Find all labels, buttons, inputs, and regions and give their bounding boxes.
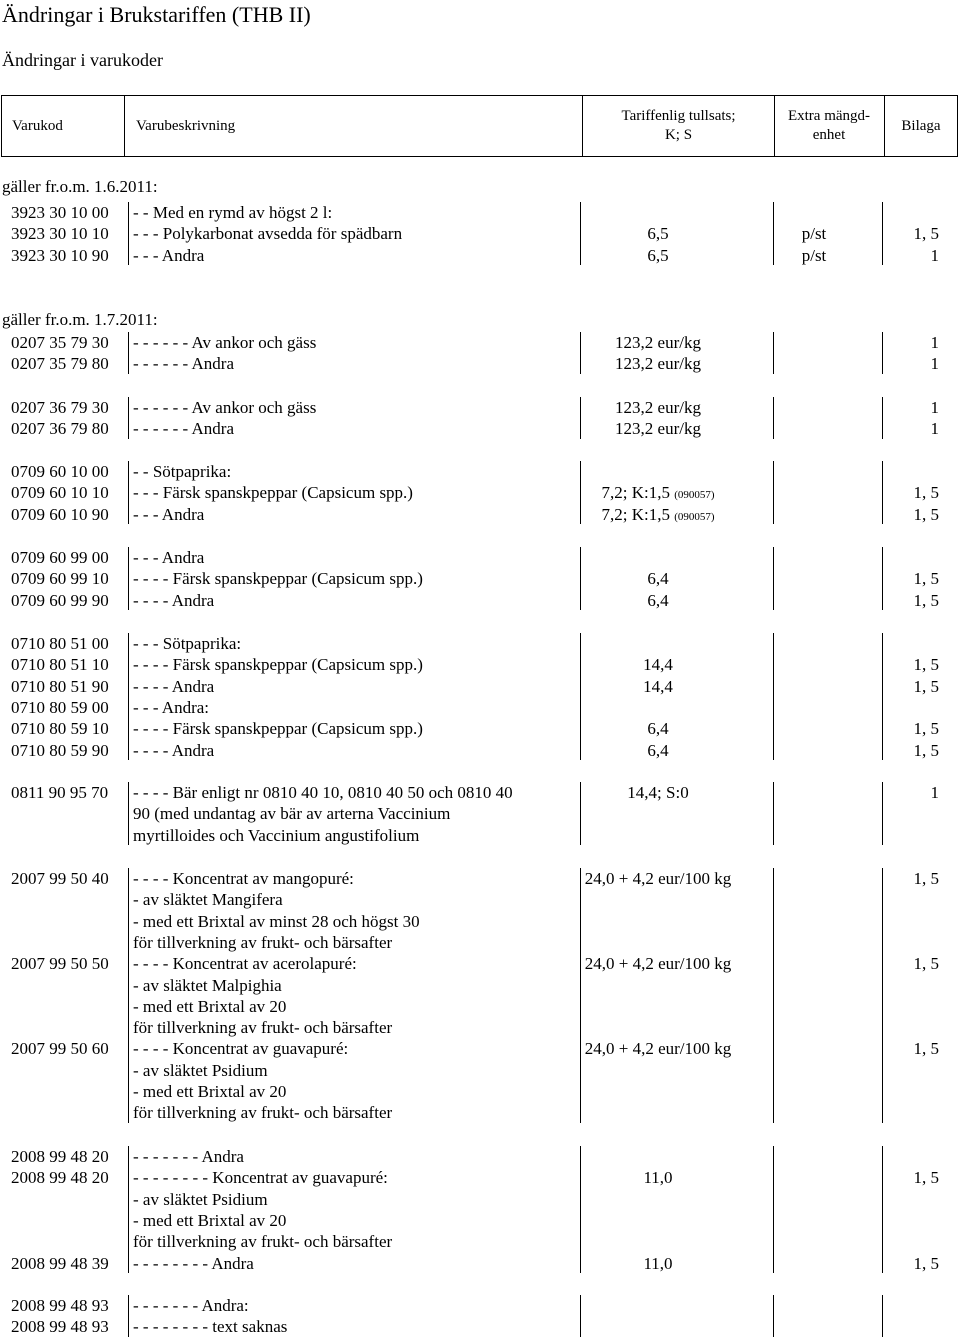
varukod-cell: 0709 60 99 90 — [11, 590, 109, 610]
table-row — [0, 245, 960, 266]
tullsats-note: (090057) — [674, 489, 715, 502]
table-row — [0, 461, 960, 482]
table-row — [0, 782, 960, 803]
tullsats-cell — [568, 676, 748, 697]
row-group — [0, 202, 960, 266]
description-cell: 90 (med undantag av bär av arterna Vaccinium — [133, 804, 451, 824]
description-cell: - - - Färsk spanskpeppar (Capsicum spp.) — [133, 483, 413, 503]
mangdenhet-cell: p/st — [801, 224, 827, 244]
header-mangdenhet-line1: Extra mängd- — [787, 108, 871, 124]
header-mangdenhet-line2: enhet — [812, 127, 846, 143]
description-cell: - - - - Bär enligt nr 0810 40 10, 0810 40 50 och 0810 40 — [133, 783, 513, 802]
description-cell: för tillverkning av frukt- och bärsafter — [133, 932, 393, 952]
varukod-cell: 2008 99 48 39 — [11, 1253, 109, 1273]
table-row — [0, 353, 960, 374]
table-row — [0, 1316, 960, 1337]
table-header — [1, 95, 958, 157]
description-cell: - - - - Andra — [133, 740, 215, 760]
table-row — [0, 1210, 960, 1231]
description-cell: - - - - Färsk spanskpeppar (Capsicum spp.) — [133, 719, 423, 739]
description-cell: - - - - - - Andra — [133, 419, 235, 439]
tullsats-cell — [568, 504, 748, 528]
header-tullsats-line1: Tariffenlig tullsats; — [621, 108, 736, 124]
bilaga-cell: 1, 5 — [913, 719, 939, 739]
description-cell: - - - - Koncentrat av mangopuré: — [133, 869, 354, 888]
description-cell: - - - - Andra — [133, 590, 215, 610]
varukod-cell: 0709 60 99 10 — [11, 569, 109, 589]
description-cell: myrtilloides och Vaccinium angustifolium — [133, 825, 420, 845]
table-row — [0, 504, 960, 525]
varukod-cell: 2007 99 50 60 — [11, 1039, 109, 1059]
bilaga-cell: 1, 5 — [913, 869, 939, 888]
description-cell: för tillverkning av frukt- och bärsafter — [133, 1232, 393, 1252]
tullsats-value: 14,4; S:0 — [627, 783, 689, 802]
bilaga-cell: 1, 5 — [913, 483, 939, 503]
tullsats-cell — [568, 654, 748, 675]
varukod-cell: 2008 99 48 93 — [11, 1296, 109, 1315]
tullsats-cell — [568, 953, 748, 974]
table-row — [0, 482, 960, 503]
tullsats-value: 6,4 — [647, 590, 669, 610]
tullsats-value: 123,2 eur/kg — [615, 419, 701, 439]
description-cell: - - - - - - Av ankor och gäss — [133, 398, 317, 417]
table-row — [0, 397, 960, 418]
varukod-cell: 2007 99 50 50 — [11, 954, 109, 974]
mangdenhet-cell: p/st — [801, 245, 827, 265]
description-cell: - - - - - - - - text saknas — [133, 1317, 288, 1337]
varukod-cell: 0710 80 59 90 — [11, 740, 109, 760]
varukod-cell: 3923 30 10 00 — [11, 203, 109, 222]
tullsats-value: 7,2; K:1,5 — [601, 504, 670, 524]
table-row — [0, 202, 960, 223]
description-cell: - - - - Koncentrat av acerolapuré: — [133, 954, 357, 974]
varukod-cell: 0710 80 51 90 — [11, 676, 109, 696]
table-row — [0, 633, 960, 654]
description-cell: för tillverkning av frukt- och bärsafter — [133, 1103, 393, 1123]
description-cell: - - - - - - - Andra — [133, 1147, 244, 1166]
tullsats-value: 123,2 eur/kg — [615, 398, 701, 417]
description-cell: - - - - - - Av ankor och gäss — [133, 333, 317, 352]
table-row — [0, 740, 960, 761]
varukod-cell: 2008 99 48 20 — [11, 1147, 109, 1166]
table-row — [0, 975, 960, 996]
varukod-cell: 0709 60 10 00 — [11, 462, 109, 481]
description-cell: - - - - - - Andra — [133, 354, 235, 374]
table-row — [0, 803, 960, 824]
table-row — [0, 418, 960, 439]
tullsats-cell — [568, 332, 748, 353]
row-group — [0, 461, 960, 525]
varukod-cell: 0709 60 99 00 — [11, 548, 109, 567]
tullsats-cell — [568, 568, 748, 589]
table-row — [0, 568, 960, 589]
row-group — [0, 1295, 960, 1338]
table-row — [0, 825, 960, 846]
tullsats-cell — [568, 245, 748, 266]
varukod-cell: 0207 35 79 30 — [11, 333, 109, 352]
table-row — [0, 1189, 960, 1210]
table-row — [0, 1295, 960, 1316]
header-divider — [124, 96, 125, 156]
bilaga-cell: 1, 5 — [913, 1168, 939, 1188]
row-group — [0, 1146, 960, 1274]
tullsats-cell — [568, 1038, 748, 1059]
description-cell: - av släktet Psidium — [133, 1060, 268, 1080]
varukod-cell: 2008 99 48 20 — [11, 1168, 109, 1188]
tullsats-cell — [568, 418, 748, 439]
description-cell: för tillverkning av frukt- och bärsafter — [133, 1018, 393, 1038]
row-group — [0, 868, 960, 1124]
varukod-cell: 3923 30 10 90 — [11, 245, 109, 265]
header-varukod: Varukod — [12, 117, 63, 134]
bilaga-cell: 1, 5 — [913, 224, 939, 244]
table-row — [0, 911, 960, 932]
row-group — [0, 547, 960, 611]
description-cell: - - - - - - - - Andra — [133, 1253, 254, 1273]
varukod-cell: 0207 35 79 80 — [11, 354, 109, 374]
table-row — [0, 932, 960, 953]
varukod-cell: 0709 60 10 10 — [11, 483, 109, 503]
bilaga-cell: 1, 5 — [913, 954, 939, 974]
section-label: gäller fr.o.m. 1.7.2011: — [2, 310, 158, 329]
description-cell: - - Med en rymd av högst 2 l: — [133, 203, 333, 222]
table-row — [0, 1060, 960, 1081]
table-row — [0, 332, 960, 353]
bilaga-cell: 1 — [930, 398, 939, 417]
tullsats-cell — [568, 718, 748, 739]
row-group — [0, 633, 960, 761]
description-cell: - med ett Brixtal av minst 28 och högst 30 — [133, 911, 420, 931]
table-row — [0, 547, 960, 568]
tullsats-cell — [568, 353, 748, 374]
table-row — [0, 676, 960, 697]
description-cell: - - - - Färsk spanskpeppar (Capsicum spp.) — [133, 569, 423, 589]
description-cell: - - - - - - - - Koncentrat av guavapuré: — [133, 1168, 388, 1188]
bilaga-cell: 1 — [930, 333, 939, 352]
tullsats-cell — [568, 1167, 748, 1188]
table-row — [0, 868, 960, 889]
section-label: gäller fr.o.m. 1.6.2011: — [2, 177, 158, 196]
header-varubeskrivning: Varubeskrivning — [136, 117, 236, 134]
varukod-cell: 0710 80 59 00 — [11, 697, 109, 717]
table-row — [0, 996, 960, 1017]
bilaga-cell: 1 — [930, 245, 939, 265]
table-row — [0, 1253, 960, 1274]
tullsats-cell — [568, 397, 748, 418]
description-cell: - - - - Koncentrat av guavapuré: — [133, 1039, 349, 1059]
description-cell: - - Sötpaprika: — [133, 462, 232, 481]
varukod-cell: 2008 99 48 93 — [11, 1317, 109, 1337]
varukod-cell: 0710 80 51 00 — [11, 634, 109, 653]
description-cell: - - - Andra — [133, 245, 205, 265]
tullsats-value: 11,0 — [643, 1168, 673, 1188]
row-group — [0, 782, 960, 846]
tullsats-value: 123,2 eur/kg — [615, 333, 701, 352]
bilaga-cell: 1, 5 — [913, 504, 939, 524]
bilaga-cell: 1, 5 — [913, 1039, 939, 1059]
table-row — [0, 223, 960, 244]
tullsats-value: 6,4 — [647, 740, 669, 760]
header-tullsats — [582, 96, 775, 156]
tullsats-value: 6,5 — [647, 224, 669, 244]
tullsats-cell — [568, 1253, 748, 1274]
varukod-cell: 0710 80 59 10 — [11, 719, 109, 739]
bilaga-cell: 1, 5 — [913, 590, 939, 610]
description-cell: - - - Andra — [133, 548, 205, 567]
header-tullsats-line2: K; S — [664, 127, 693, 143]
description-cell: - av släktet Psidium — [133, 1189, 268, 1209]
table-row — [0, 1102, 960, 1123]
tullsats-value: 123,2 eur/kg — [615, 354, 701, 374]
tullsats-cell — [568, 590, 748, 611]
bilaga-cell: 1, 5 — [913, 655, 939, 675]
description-cell: - - - - - - - Andra: — [133, 1296, 249, 1315]
document-title: Ändringar i Brukstariffen (THB II) — [2, 2, 311, 27]
tullsats-cell — [568, 782, 748, 803]
tullsats-cell — [568, 740, 748, 761]
table-row — [0, 590, 960, 611]
tullsats-value: 6,4 — [647, 719, 669, 739]
table-row — [0, 1017, 960, 1038]
tullsats-value: 6,5 — [647, 245, 669, 265]
row-group — [0, 397, 960, 440]
tullsats-value: 24,0 + 4,2 eur/100 kg — [584, 954, 732, 974]
bilaga-cell: 1 — [930, 354, 939, 374]
row-group — [0, 332, 960, 375]
bilaga-cell: 1, 5 — [913, 676, 939, 696]
table-row — [0, 1081, 960, 1102]
bilaga-cell: 1 — [930, 783, 939, 802]
tullsats-value: 14,4 — [643, 655, 673, 675]
varukod-cell: 0710 80 51 10 — [11, 655, 109, 675]
tullsats-note: (090057) — [674, 510, 715, 523]
varukod-cell: 0207 36 79 80 — [11, 419, 109, 439]
table-row — [0, 654, 960, 675]
description-cell: - - - Andra: — [133, 697, 210, 717]
tullsats-value: 24,0 + 4,2 eur/100 kg — [584, 869, 732, 888]
description-cell: - av släktet Mangifera — [133, 890, 283, 910]
table-row — [0, 1146, 960, 1167]
description-cell: - av släktet Malpighia — [133, 975, 282, 995]
description-cell: - - - Andra — [133, 504, 205, 524]
varukod-cell: 0709 60 10 90 — [11, 504, 109, 524]
description-cell: - - - Sötpaprika: — [133, 634, 242, 653]
header-bilaga: Bilaga — [901, 117, 941, 134]
varukod-cell: 2007 99 50 40 — [11, 869, 109, 888]
tullsats-value: 6,4 — [647, 569, 669, 589]
bilaga-cell: 1, 5 — [913, 1253, 939, 1273]
description-cell: - - - Polykarbonat avsedda för spädbarn — [133, 224, 403, 244]
description-cell: - - - - Färsk spanskpeppar (Capsicum spp.) — [133, 655, 423, 675]
description-cell: - - - - Andra — [133, 676, 215, 696]
bilaga-cell: 1, 5 — [913, 740, 939, 760]
bilaga-cell: 1, 5 — [913, 569, 939, 589]
tullsats-value: 24,0 + 4,2 eur/100 kg — [584, 1039, 732, 1059]
table-row — [0, 1231, 960, 1252]
table-row — [0, 953, 960, 974]
varukod-cell: 0207 36 79 30 — [11, 398, 109, 417]
table-row — [0, 718, 960, 739]
tullsats-value: 14,4 — [643, 676, 673, 696]
tullsats-value: 11,0 — [643, 1253, 673, 1273]
description-cell: - med ett Brixtal av 20 — [133, 1082, 287, 1101]
header-mangdenhet — [774, 96, 884, 156]
tullsats-value: 7,2; K:1,5 — [601, 483, 670, 503]
bilaga-cell: 1 — [930, 419, 939, 439]
varukod-cell: 0811 90 95 70 — [11, 783, 109, 802]
description-cell: - med ett Brixtal av 20 — [133, 996, 287, 1016]
document-subtitle: Ändringar i varukoder — [2, 50, 163, 70]
description-cell: - med ett Brixtal av 20 — [133, 1210, 287, 1230]
table-row — [0, 1167, 960, 1188]
table-row — [0, 1038, 960, 1059]
table-row — [0, 697, 960, 718]
tullsats-cell — [568, 223, 748, 244]
varukod-cell: 3923 30 10 10 — [11, 224, 109, 244]
table-row — [0, 889, 960, 910]
tullsats-cell — [568, 868, 748, 889]
